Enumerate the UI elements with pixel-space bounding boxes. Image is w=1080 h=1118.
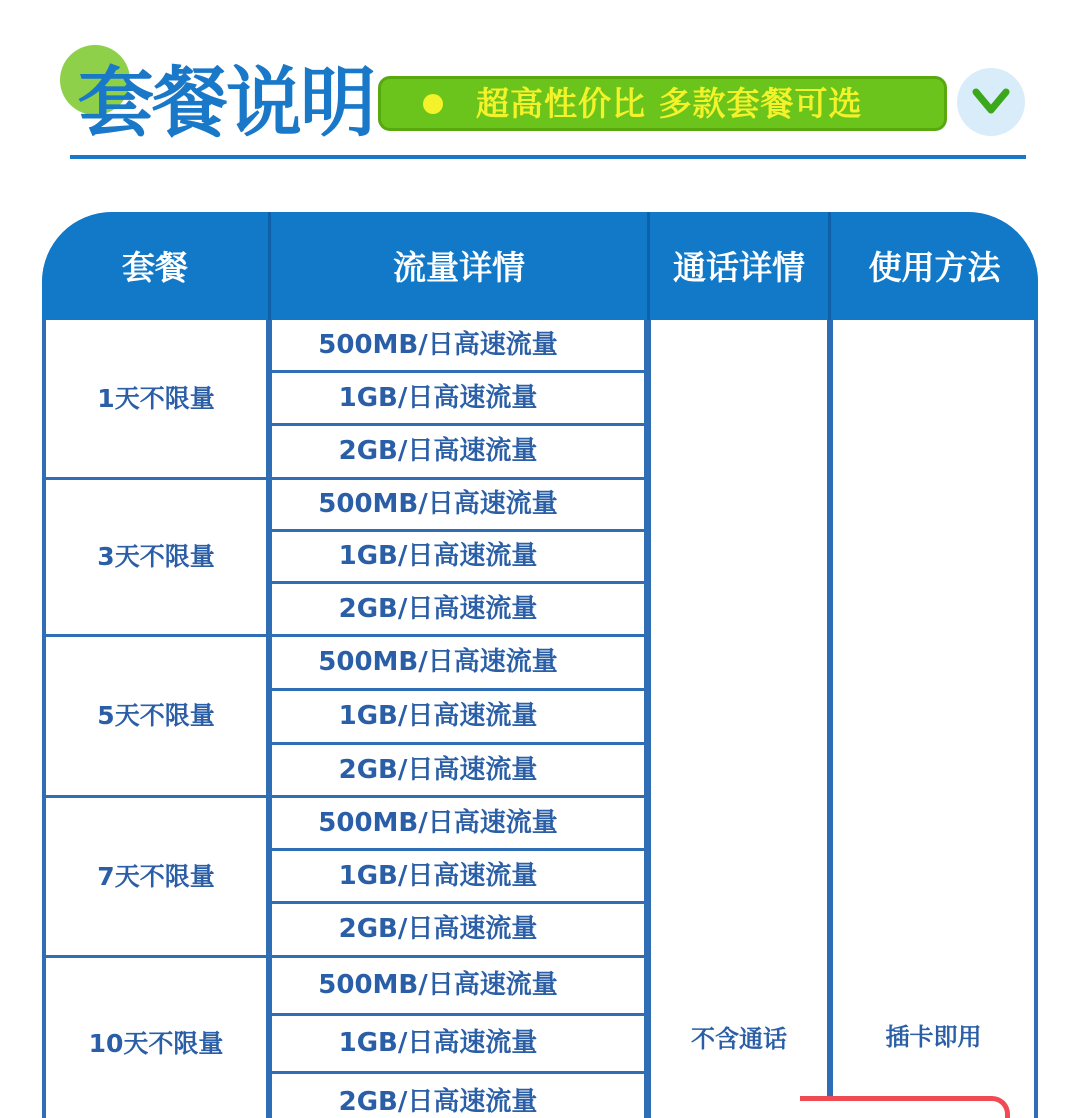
flow-label: 2GB/日高速流量 [338, 594, 538, 624]
package-table [42, 212, 1038, 1118]
flow-cell [272, 584, 644, 634]
flow-label: 1GB/日高速流量 [338, 383, 538, 413]
flow-cell [272, 532, 644, 581]
usage-cell [833, 320, 1034, 1118]
header-data-detail: 流量详情 [393, 248, 525, 287]
flow-label: 2GB/日高速流量 [338, 755, 538, 785]
flow-cell [272, 958, 644, 1013]
dot-icon [423, 94, 443, 114]
flow-cell [272, 1016, 644, 1071]
tagline-text: 超高性价比 多款套餐可选 [476, 84, 863, 123]
flow-label: 500MB/日高速流量 [318, 489, 558, 519]
flow-cell [272, 851, 644, 901]
flow-label: 1GB/日高速流量 [338, 861, 538, 891]
flow-label: 2GB/日高速流量 [338, 436, 538, 466]
flow-label: 1GB/日高速流量 [338, 1028, 538, 1058]
flow-cell [272, 1074, 644, 1118]
flow-cell [272, 320, 644, 370]
flow-label: 1GB/日高速流量 [338, 701, 538, 731]
flow-cell [272, 904, 644, 955]
plan-cell: 5天不限量 [46, 637, 266, 795]
flow-label: 500MB/日高速流量 [318, 808, 558, 838]
corner-stamp [800, 1096, 1010, 1118]
call-detail-text: 不含通话 [691, 1025, 787, 1053]
flow-label: 500MB/日高速流量 [318, 970, 558, 1000]
flow-cell [272, 426, 644, 477]
header-package: 套餐 [122, 248, 188, 287]
header-divider [70, 155, 1026, 159]
plan-cell: 7天不限量 [46, 798, 266, 955]
call-detail-cell [651, 320, 827, 1118]
flow-label: 2GB/日高速流量 [338, 1087, 538, 1117]
expand-toggle-button[interactable] [957, 68, 1025, 136]
flow-label: 500MB/日高速流量 [318, 330, 558, 360]
header-usage: 使用方法 [868, 248, 1001, 287]
flow-label: 2GB/日高速流量 [338, 914, 538, 944]
plan-cell: 1天不限量 [46, 320, 266, 477]
flow-cell [272, 798, 644, 848]
plan-cell: 3天不限量 [46, 480, 266, 634]
flow-label: 1GB/日高速流量 [338, 541, 538, 571]
header-call-detail: 通话详情 [673, 248, 805, 287]
flow-cell [272, 373, 644, 423]
page-title: 套餐说明 [78, 58, 374, 147]
chevron-down-icon [971, 86, 1011, 118]
flow-cell [272, 637, 644, 688]
flow-cell [272, 480, 644, 529]
flow-cell [272, 691, 644, 742]
plan-cell: 10天不限量 [46, 958, 266, 1118]
tagline-banner [378, 76, 947, 131]
usage-text: 插卡即用 [885, 1023, 982, 1051]
flow-label: 500MB/日高速流量 [318, 647, 558, 677]
flow-cell [272, 745, 644, 795]
